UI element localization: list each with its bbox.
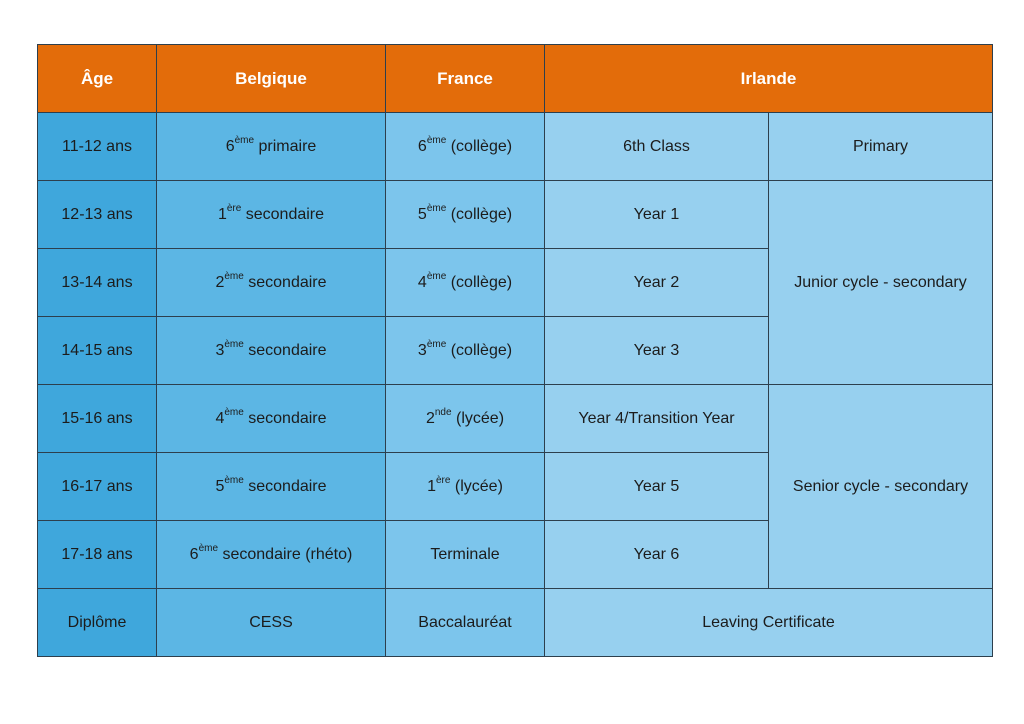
france-cell <box>386 113 545 181</box>
belgique-cell <box>157 385 386 453</box>
school-system-comparison-table <box>37 44 993 657</box>
grade-suffix: ème <box>224 407 244 419</box>
belgique-cell <box>157 453 386 521</box>
grade-number: 3 <box>417 341 427 359</box>
france-cell <box>386 249 545 317</box>
grade-number: 6 <box>225 137 235 155</box>
grade-label: (collège) <box>446 341 513 359</box>
belgique-cell <box>157 113 386 181</box>
table-row <box>38 181 993 249</box>
grade-number: 1 <box>217 205 227 223</box>
grade-label: secondaire <box>241 205 325 223</box>
irlande-year-cell: Year 1 <box>545 181 769 249</box>
grade-label: (lycée) <box>451 409 505 427</box>
grade-suffix: ère <box>436 475 451 487</box>
grade-suffix: nde <box>434 407 452 419</box>
grade-label: primaire <box>254 137 317 155</box>
grade-label: secondaire (rhéto) <box>218 545 353 563</box>
diploma-label: Diplôme <box>38 589 157 657</box>
grade-suffix: ème <box>224 339 244 351</box>
diploma-irlande: Leaving Certificate <box>545 589 993 657</box>
grade-number: 3 <box>215 341 225 359</box>
header-belgique: Belgique <box>157 45 386 113</box>
header-france: France <box>386 45 545 113</box>
grade-label: (lycée) <box>450 477 503 495</box>
diploma-france: Baccalauréat <box>386 589 545 657</box>
irlande-year-cell: Year 2 <box>545 249 769 317</box>
grade-suffix: ème <box>234 135 255 147</box>
irlande-year-cell: 6th Class <box>545 113 769 181</box>
belgique-cell <box>157 521 386 589</box>
grade-label: secondaire <box>243 341 327 359</box>
grade-number: 2 <box>425 409 435 427</box>
irlande-cycle-junior: Junior cycle - secondary <box>769 181 993 385</box>
grade-suffix: ème <box>426 135 447 147</box>
france-cell <box>386 385 545 453</box>
grade-label: (collège) <box>446 205 513 223</box>
grade-label: (collège) <box>446 137 513 155</box>
grade-number: 6 <box>189 545 199 563</box>
header-row <box>38 45 993 113</box>
grade-number: 4 <box>215 409 225 427</box>
irlande-year-cell: Year 3 <box>545 317 769 385</box>
grade-number: 5 <box>417 205 427 223</box>
grade-suffix: ème <box>426 271 447 283</box>
irlande-cycle-senior: Senior cycle - secondary <box>769 385 993 589</box>
belgique-cell <box>157 317 386 385</box>
grade-label: secondaire <box>243 409 327 427</box>
age-cell: 15-16 ans <box>38 385 157 453</box>
header-irlande: Irlande <box>545 45 993 113</box>
grade-label: (collège) <box>446 273 513 291</box>
table-row <box>38 113 993 181</box>
table-row <box>38 385 993 453</box>
diploma-belgique: CESS <box>157 589 386 657</box>
age-cell: 13-14 ans <box>38 249 157 317</box>
age-cell: 17-18 ans <box>38 521 157 589</box>
grade-number: 1 <box>427 477 436 495</box>
grade-suffix: ème <box>224 475 244 487</box>
grade-suffix: ème <box>198 543 219 555</box>
grade-label: secondaire <box>243 273 327 291</box>
grade-suffix: ème <box>426 203 447 215</box>
grade-suffix: ème <box>426 339 447 351</box>
irlande-year-cell: Year 5 <box>545 453 769 521</box>
irlande-cycle-primary: Primary <box>769 113 993 181</box>
grade-suffix: ème <box>224 271 244 283</box>
france-cell <box>386 317 545 385</box>
grade-number: 6 <box>417 137 427 155</box>
diploma-row <box>38 589 993 657</box>
france-cell <box>386 521 545 589</box>
age-cell: 11-12 ans <box>38 113 157 181</box>
grade-number: 5 <box>215 477 225 495</box>
belgique-cell <box>157 181 386 249</box>
irlande-year-cell: Year 4/Transition Year <box>545 385 769 453</box>
irlande-year-cell: Year 6 <box>545 521 769 589</box>
belgique-cell <box>157 249 386 317</box>
france-cell <box>386 453 545 521</box>
header-age: Âge <box>38 45 157 113</box>
grade-suffix: ère <box>226 203 242 215</box>
age-cell: 12-13 ans <box>38 181 157 249</box>
grade-number: 4 <box>417 273 427 291</box>
grade-number: 2 <box>215 273 225 291</box>
age-cell: 16-17 ans <box>38 453 157 521</box>
france-cell <box>386 181 545 249</box>
grade-label: secondaire <box>243 477 327 495</box>
grade-label: Terminale <box>430 545 500 563</box>
age-cell: 14-15 ans <box>38 317 157 385</box>
